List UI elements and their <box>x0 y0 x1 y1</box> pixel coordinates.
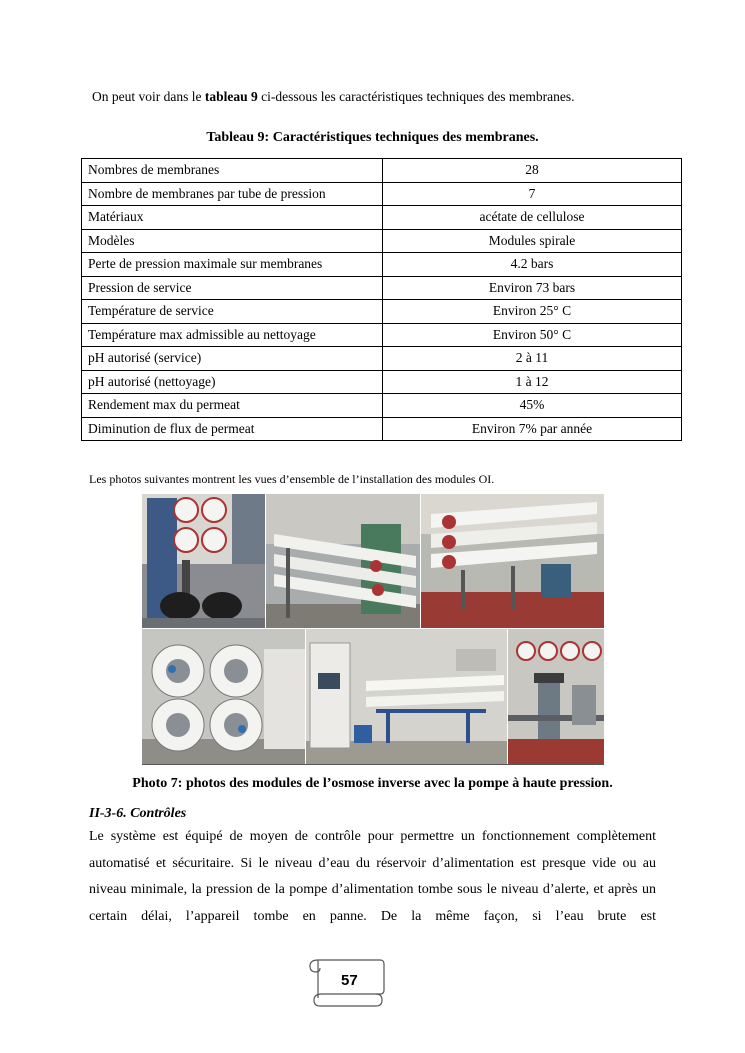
row-label: Perte de pression maximale sur membranes <box>82 253 383 277</box>
row-value: acétate de cellulose <box>383 206 682 230</box>
table-row <box>82 206 682 230</box>
row-value: 2 à 11 <box>383 347 682 371</box>
row-label: pH autorisé (service) <box>82 347 383 371</box>
row-value: Environ 73 bars <box>383 276 682 300</box>
row-label: Nombre de membranes par tube de pression <box>82 182 383 206</box>
photo-pressure-tubes-row <box>266 494 420 628</box>
row-label: Température de service <box>82 300 383 324</box>
table-row <box>82 394 682 418</box>
photo-module-ends-closeup <box>142 494 265 628</box>
intro-table-ref: tableau 9 <box>204 89 258 104</box>
section-heading: II-3-6. Contrôles <box>89 806 187 821</box>
intro-text-start: On peut voir dans le <box>92 89 205 104</box>
photo-caption: Photo 7: photos des modules de l’osmose inverse avec la pompe à haute pression. <box>132 776 613 791</box>
body-paragraph: Le système est équipé de moyen de contrôle pour permettre un fonctionnement complètement automatisé et sécuritaire. Si le niveau d’eau du réservoir d’alimentation est presque vide ou au niveau minimale, la pression de la pompe d’alimentation tombe sous le niveau d’alerte, et après un certain délai, l’appareil tombe en panne. De la même façon, si l’eau brute est <box>89 829 656 924</box>
table-row <box>82 323 682 347</box>
row-value: Modules spirale <box>383 229 682 253</box>
row-value: Environ 7% par année <box>383 417 682 441</box>
page-number: 57 <box>341 972 358 989</box>
row-label: Modèles <box>82 229 383 253</box>
table-row <box>82 253 682 277</box>
membrane-spec-table <box>81 158 682 441</box>
row-label: Pression de service <box>82 276 383 300</box>
row-value: 4.2 bars <box>383 253 682 277</box>
photo-high-pressure-pump <box>508 629 604 764</box>
table-row <box>82 370 682 394</box>
row-value: 1 à 12 <box>383 370 682 394</box>
row-value: 28 <box>383 159 682 183</box>
photo-module-rack-overview <box>421 494 604 628</box>
photo-underline <box>142 764 604 765</box>
photos-intro: Les photos suivantes montrent les vues d’ensemble de l’installation des modules OI. <box>89 472 495 486</box>
table-row <box>82 276 682 300</box>
row-label: Matériaux <box>82 206 383 230</box>
row-label: pH autorisé (nettoyage) <box>82 370 383 394</box>
table-row <box>82 417 682 441</box>
row-value: Environ 50° C <box>383 323 682 347</box>
intro-text-end: ci-dessous les caractéristiques techniques des membranes. <box>257 89 575 104</box>
table-row <box>82 182 682 206</box>
row-label: Température max admissible au nettoyage <box>82 323 383 347</box>
table-row <box>82 300 682 324</box>
row-label: Diminution de flux de permeat <box>82 417 383 441</box>
photo-control-panel-room <box>306 629 507 764</box>
intro-sentence <box>92 89 575 105</box>
row-value: Environ 25° C <box>383 300 682 324</box>
row-value: 7 <box>383 182 682 206</box>
table-row <box>82 347 682 371</box>
table-caption: Tableau 9: Caractéristiques techniques des membranes. <box>206 130 539 145</box>
table-row <box>82 229 682 253</box>
table-row <box>82 159 682 183</box>
row-value: 45% <box>383 394 682 418</box>
row-label: Rendement max du permeat <box>82 394 383 418</box>
photo-module-endcaps-stack <box>142 629 305 764</box>
row-label: Nombres de membranes <box>82 159 383 183</box>
